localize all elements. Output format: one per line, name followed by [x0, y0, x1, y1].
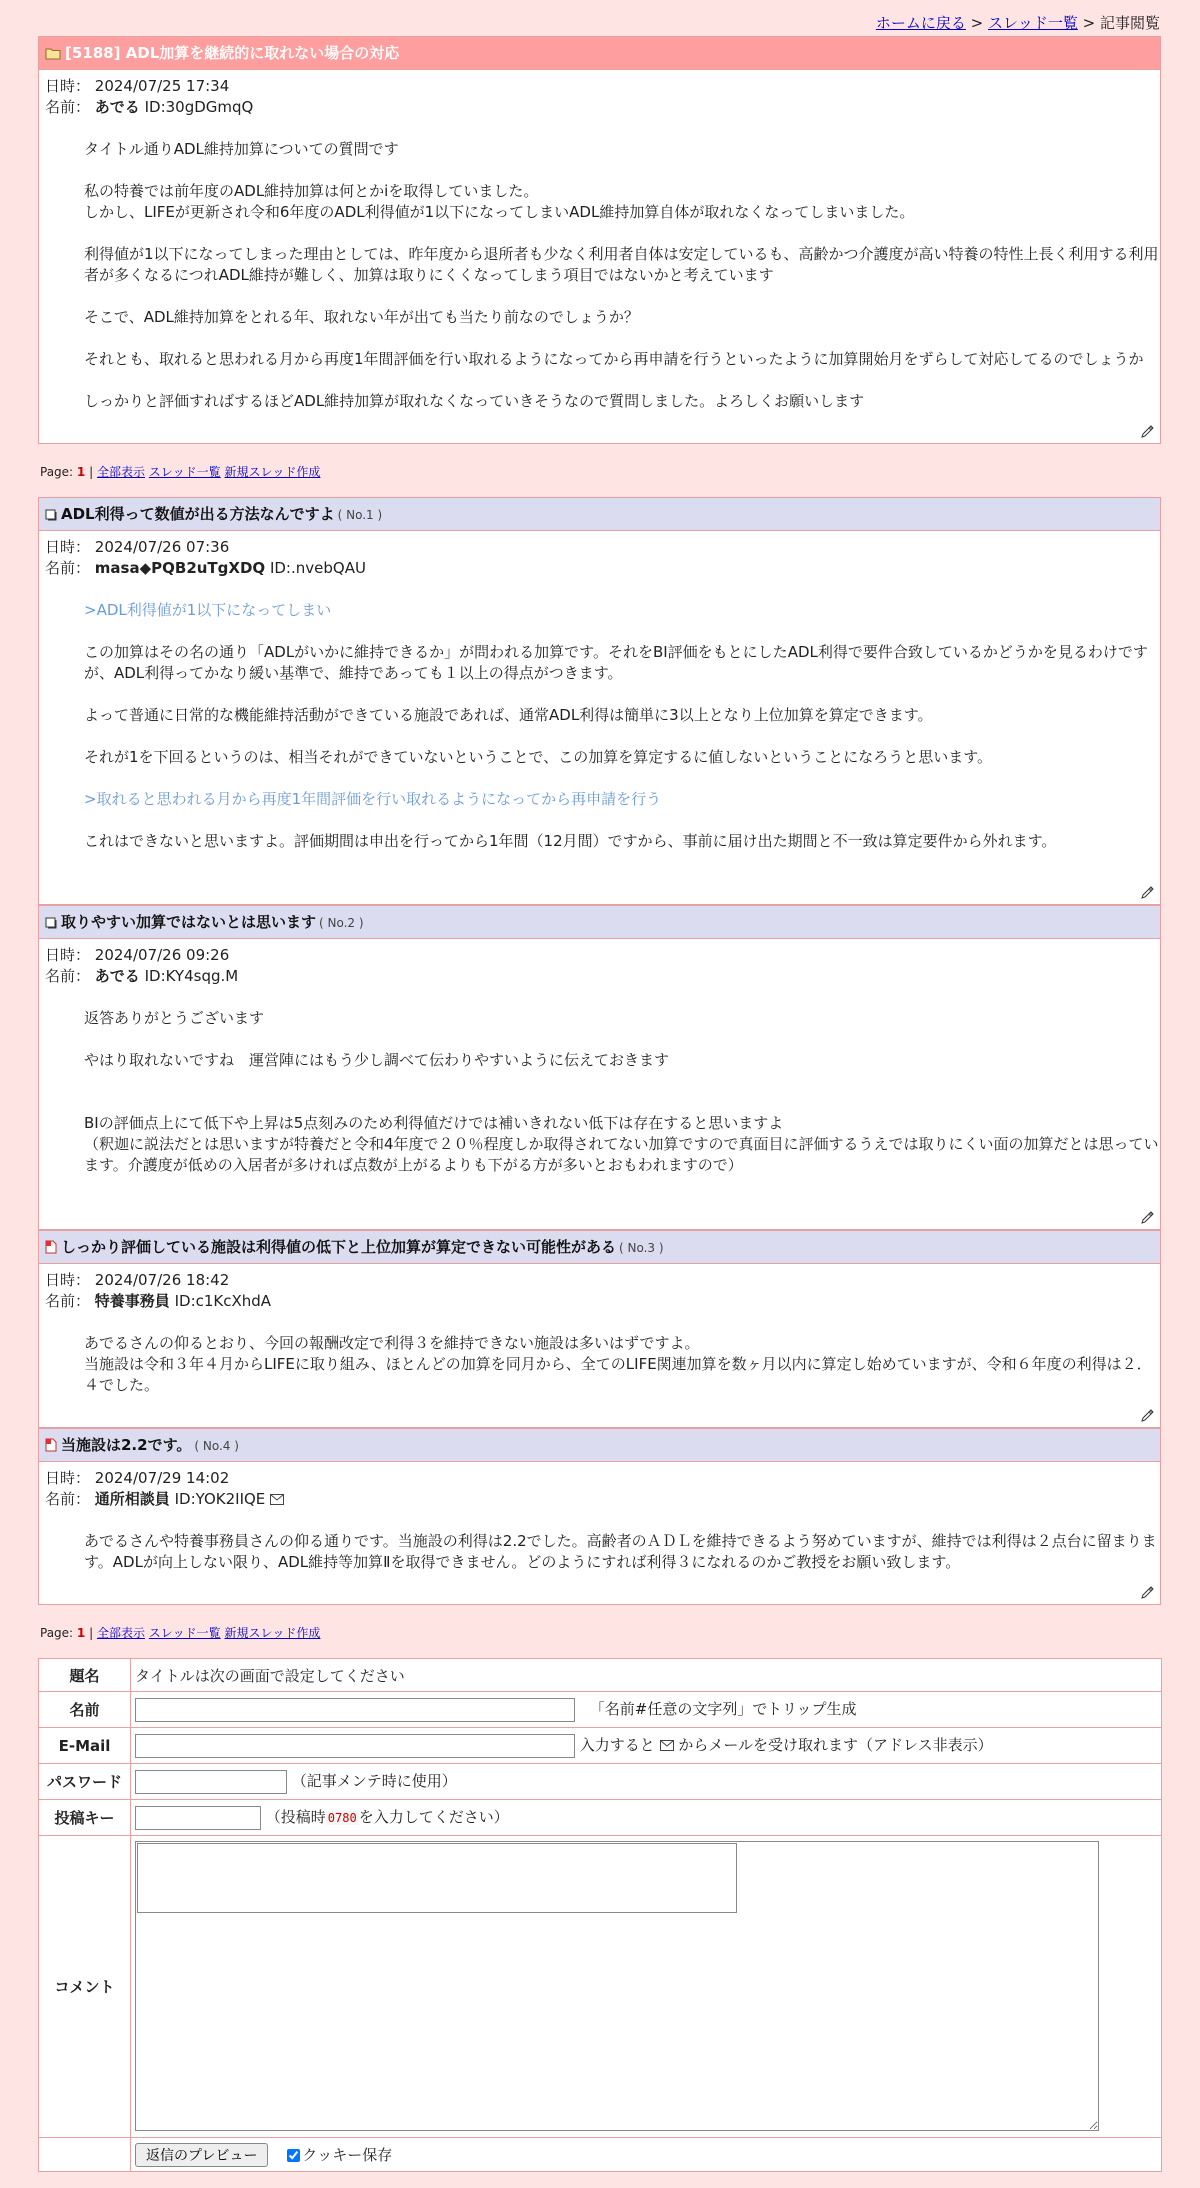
pager-prefix: Page: — [40, 465, 77, 479]
post-line — [84, 1092, 1160, 1113]
email-hint-pre: 入力すると — [579, 1735, 655, 1754]
password-input[interactable] — [135, 1770, 287, 1794]
new-thread-link[interactable]: 新規スレッド作成 — [224, 465, 321, 479]
document-icon — [45, 1233, 57, 1264]
post-line: 当施設は令和３年４月からLIFEに取り組み、ほとんどの加算を同月から、全てのLIFE関連加算を数ヶ月以内に算定し始めていますが、令和６年度の利得は２．４でした。 — [84, 1355, 1152, 1394]
post-date: 2024/07/26 07:36 — [94, 538, 230, 556]
preview-button[interactable]: 返信のプレビュー — [135, 2143, 268, 2167]
reply-title-bar — [39, 1429, 1160, 1462]
post-body — [39, 1333, 1160, 1396]
email-input[interactable] — [135, 1734, 575, 1758]
reply-post — [38, 905, 1161, 1230]
email-label: E-Mail — [39, 1728, 131, 1764]
name-input[interactable] — [135, 1698, 575, 1722]
reply-number: ( No.2 ) — [319, 916, 364, 930]
thread-title: [5188] ADL加算を継続的に取れない場合の対応 — [65, 44, 400, 62]
name-label: 名前： — [45, 559, 91, 577]
post-line: タイトル通りADL維持加算についての質問です — [84, 140, 399, 158]
post-line — [84, 684, 1160, 705]
pager-prefix: Page: — [40, 1626, 77, 1640]
post-id: ID:YOK2IIQE — [174, 1490, 266, 1508]
name-label: 名前： — [45, 1292, 91, 1310]
thread-list-link[interactable]: スレッド一覧 — [148, 1626, 221, 1640]
reply-number: ( No.3 ) — [619, 1241, 664, 1255]
reply-form — [38, 1658, 1162, 2172]
post-line: 利得値が1以下になってしまった理由としては、昨年度から退所者も少なく利用者自体は安定しているも、高齢かつ介護度が高い特養の特性上長く利用する利用者が多くなるにつれADL維持が難しく、加算は取りにくくなってしまう項目ではないかと考えています — [84, 245, 1159, 284]
mail-icon — [660, 1736, 674, 1754]
reply-title: しっかり評価している施設は利得値の低下と上位加算が算定できない可能性がある — [61, 1238, 617, 1256]
reply-post — [38, 1428, 1161, 1605]
show-all-link[interactable]: 全部表示 — [96, 465, 145, 479]
pager-current: 1 — [76, 1626, 86, 1640]
edit-icon[interactable] — [1140, 1211, 1154, 1225]
subject-label: 題名 — [39, 1659, 131, 1692]
edit-icon[interactable] — [1140, 1586, 1154, 1600]
post-date: 2024/07/25 17:34 — [94, 77, 230, 95]
post-line — [84, 768, 1160, 789]
mail-icon[interactable] — [270, 1490, 284, 1508]
post-author: 通所相談員 — [94, 1490, 170, 1508]
quote-line: >取れると思われる月から再度1年間評価を行い取れるようになってから再申請を行う — [84, 790, 662, 808]
post-meta — [39, 531, 1160, 579]
post-date: 2024/07/29 14:02 — [94, 1469, 230, 1487]
thread-title-bar — [39, 37, 1160, 70]
cookie-toggle[interactable] — [287, 2146, 392, 2164]
post-line — [84, 223, 1160, 244]
cookie-checkbox[interactable] — [287, 2149, 300, 2162]
reply-title: ADL利得って数値が出る方法なんですよ — [61, 505, 335, 523]
post-line — [84, 160, 1160, 181]
password-label: パスワード — [39, 1764, 131, 1800]
reply-title-bar — [39, 498, 1160, 531]
post-line: よって普通に日常的な機能維持活動ができている施設であれば、通常ADL利得は簡単に3以上となり上位加算を算定できます。 — [84, 706, 933, 724]
post-author: あでる — [94, 98, 140, 116]
post-line — [84, 726, 1160, 747]
reply-number: ( No.4 ) — [194, 1439, 239, 1453]
post-key-hint-pre: （投稿時 — [265, 1807, 326, 1826]
post-id: ID:30gDGmqQ — [144, 98, 254, 116]
post-line — [84, 621, 1160, 642]
post-line: やはり取れないですね 運営陣にはもう少し調べて伝わりやすいように伝えておきます — [84, 1051, 670, 1069]
name-label: 名前： — [45, 967, 91, 985]
pager-sep: | — [85, 1626, 97, 1640]
post-line: これはできないと思いますよ。評価期間は申出を行ってから1年間（12月間）ですから、事前に届け出た期間と不一致は算定要件から外れます。 — [84, 832, 1057, 850]
post-line: 返答ありがとうございます — [84, 1009, 265, 1027]
breadcrumb — [876, 12, 1160, 33]
post-meta — [39, 1462, 1160, 1510]
folder-icon — [45, 39, 61, 70]
date-label: 日時： — [45, 77, 91, 95]
thread-list-link[interactable]: スレッド一覧 — [148, 465, 221, 479]
thread-list-link[interactable]: スレッド一覧 — [988, 14, 1078, 32]
subject-note: タイトルは次の画面で設定してください — [135, 1666, 405, 1685]
thread-post — [38, 36, 1161, 444]
post-author: あでる — [94, 967, 140, 985]
reply-title-bar — [39, 1231, 1160, 1264]
post-id: ID:KY4sqg.M — [144, 967, 239, 985]
post-line: あでるさんの仰るとおり、今回の報酬改定で利得３を維持できない施設は多いはずですよ。 — [84, 1334, 700, 1352]
post-line: 私の特養では前年度のADL維持加算は何とかiを取得していました。 — [84, 182, 539, 200]
name-label: 名前 — [39, 1692, 131, 1728]
edit-icon[interactable] — [1140, 1409, 1154, 1423]
post-line: しっかりと評価すればするほどADL維持加算が取れなくなっていきそうなので質問しました。よろしくお願いします — [84, 392, 865, 410]
post-key-input[interactable] — [135, 1806, 261, 1830]
post-author: 特養事務員 — [94, 1292, 170, 1310]
pager-current: 1 — [76, 465, 86, 479]
reply-title-bar — [39, 906, 1160, 939]
post-meta — [39, 939, 1160, 987]
pager-sep: | — [85, 465, 97, 479]
date-label: 日時： — [45, 538, 91, 556]
post-body — [39, 1008, 1160, 1176]
email-hint-post: からメールを受け取れます（アドレス非表示） — [678, 1735, 993, 1754]
square-icon — [45, 908, 57, 939]
new-thread-link[interactable]: 新規スレッド作成 — [224, 1626, 321, 1640]
reply-title: 取りやすい加算ではないとは思います — [61, 913, 317, 931]
breadcrumb-current: 記事閲覧 — [1099, 14, 1160, 32]
name-label: 名前： — [45, 1490, 91, 1508]
post-key-hint-post: を入力してください） — [358, 1807, 509, 1826]
post-key-label: 投稿キー — [39, 1800, 131, 1836]
post-line — [84, 1029, 1160, 1050]
post-line: あでるさんや特養事務員さんの仰る通りです。当施設の利得は2.2でした。高齢者のＡＤＬを維持できるよう努めていますが、維持では利得は２点台に留まります。ADLが向上しない限り、ADL維持等加算Ⅱを取得できません。どのようにすれば利得３になれるのかご教授をお願い致します。 — [84, 1532, 1157, 1571]
document-icon — [45, 1431, 57, 1462]
pager-bottom — [40, 1624, 320, 1641]
post-line — [84, 810, 1160, 831]
post-key-code: 0780 — [327, 1810, 357, 1825]
reply-post — [38, 1230, 1161, 1428]
breadcrumb-sep: > — [965, 14, 989, 32]
name-hint: 「名前#任意の文字列」でトリップ生成 — [589, 1699, 857, 1718]
post-line — [84, 328, 1160, 349]
post-line: この加算はその名の通り「ADLがいかに維持できるか」が問われる加算です。それをBI評価をもとにしたADL利得で要件合致しているかどうかを見るわけですが、ADL利得ってかなり緩い基準で、維持であっても１以上の得点がつきます。 — [84, 643, 1148, 682]
post-line: それが1を下回るというのは、相当それができていないということで、この加算を算定するに値しないということになろうと思います。 — [84, 748, 993, 766]
reply-number: ( No.1 ) — [337, 508, 383, 522]
post-line: （釈迦に説法だとは思いますが特養だと令和4年度で２０％程度しか取得されてない加算ですので真面目に評価するうえでは取りにくい面の加算だとは思っています。介護度が低めの入居者が多ければ点数が上がるよりも下がる方が多いとおもわれますので） — [84, 1135, 1159, 1174]
post-date: 2024/07/26 18:42 — [94, 1271, 230, 1289]
post-line — [84, 370, 1160, 391]
comment-overlay-box — [137, 1843, 737, 1913]
show-all-link[interactable]: 全部表示 — [96, 1626, 145, 1640]
post-line: しかし、LIFEが更新され令和6年度のADL利得値が1以下になってしまいADL維持加算自体が取れなくなってしまいました。 — [84, 203, 915, 221]
post-meta — [39, 1264, 1160, 1312]
post-body — [39, 1531, 1160, 1573]
date-label: 日時： — [45, 946, 91, 964]
home-link[interactable]: ホームに戻る — [875, 14, 966, 32]
post-id: ID:c1KcXhdA — [174, 1292, 272, 1310]
post-date: 2024/07/26 09:26 — [94, 946, 230, 964]
post-body — [39, 600, 1160, 852]
post-line: そこで、ADL維持加算をとれる年、取れない年が出ても当たり前なのでしょうか？ — [84, 308, 639, 326]
post-author: masa◆PQB2uTgXDQ — [94, 559, 266, 577]
post-line — [84, 286, 1160, 307]
post-line: それとも、取れると思われる月から再度1年間評価を行い取れるようになってから再申請を行うといったように加算開始月をずらして対応してるのでしょうか — [84, 350, 1144, 368]
comment-label: コメント — [39, 1836, 131, 2138]
reply-title: 当施設は2.2です。 — [61, 1436, 192, 1454]
password-hint: （記事メンテ時に使用） — [291, 1771, 457, 1790]
pager-top — [40, 463, 320, 480]
date-label: 日時： — [45, 1271, 91, 1289]
post-line: BIの評価点上にて低下や上昇は5点刻みのため利得値だけでは補いきれない低下は存在すると思いますよ — [84, 1114, 784, 1132]
post-id: ID:.nvebQAU — [269, 559, 366, 577]
breadcrumb-sep: > — [1077, 14, 1100, 32]
empty-label — [39, 2138, 131, 2172]
post-body — [39, 139, 1160, 412]
name-label: 名前： — [45, 98, 91, 116]
quote-line: >ADL利得値が1以下になってしまい — [84, 601, 332, 619]
square-icon — [45, 500, 57, 531]
cookie-label: クッキー保存 — [302, 2145, 393, 2164]
post-meta — [39, 70, 1160, 118]
date-label: 日時： — [45, 1469, 91, 1487]
post-line — [84, 1071, 1160, 1092]
edit-icon[interactable] — [1140, 425, 1154, 439]
edit-icon[interactable] — [1140, 886, 1154, 900]
reply-post — [38, 497, 1161, 905]
